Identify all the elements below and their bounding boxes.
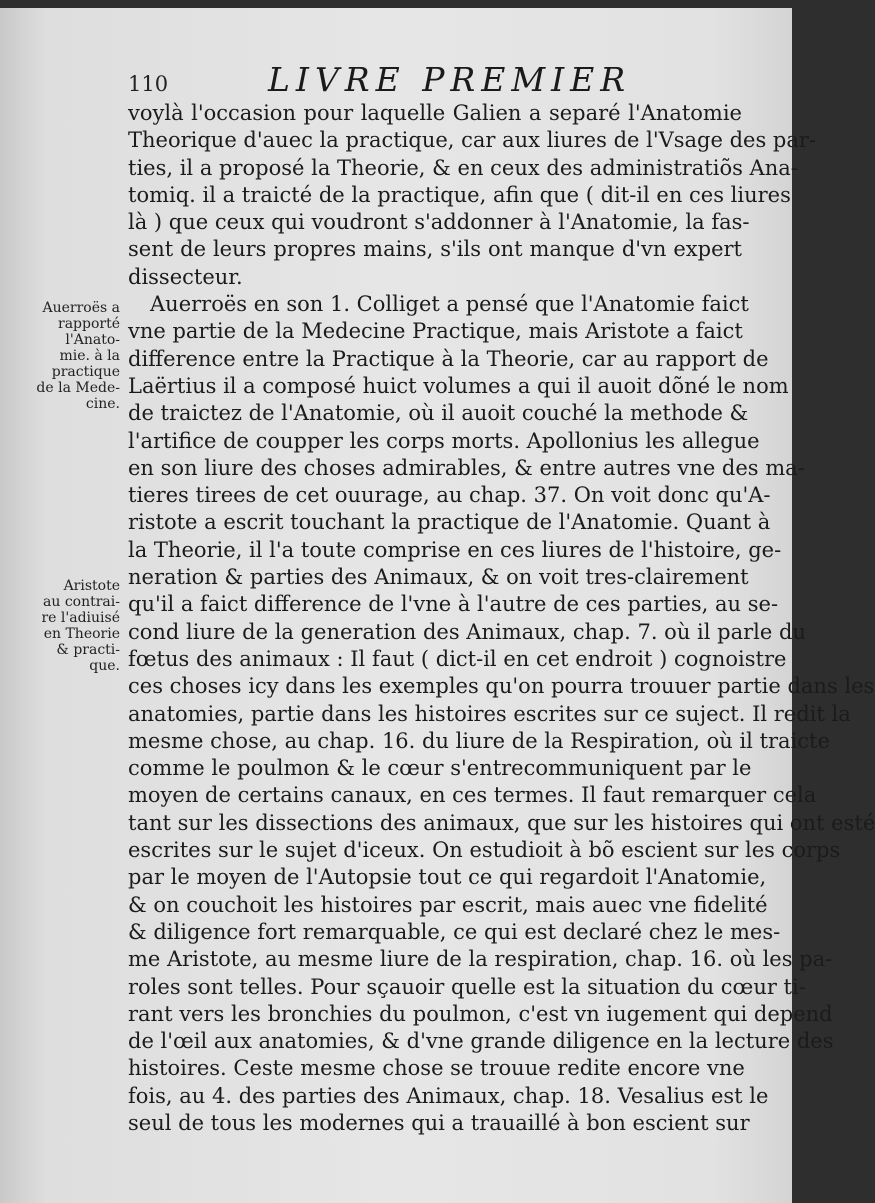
body-text <box>128 100 875 1137</box>
text-line: vne partie de la Medecine Practique, mais Aristote a faict <box>128 319 743 344</box>
text-line: Theorique d'auec la practique, car aux liures de l'Vsage des par- <box>128 128 817 153</box>
text-line: escrites sur le sujet d'iceux. On estudioit à bõ escient sur les corps <box>128 838 841 863</box>
text-line: sent de leurs propres mains, s'ils ont manque d'vn expert <box>128 237 742 262</box>
text-line: cond liure de la generation des Animaux, chap. 7. où il parle du <box>128 619 806 644</box>
margin-note-line: que. <box>89 658 120 674</box>
text-line: seul de tous les modernes qui a trauaillé à bon escient sur <box>128 1110 750 1135</box>
page-number: 110 <box>128 72 169 96</box>
text-line: l'artifice de coupper les corps morts. Apollonius les allegue <box>128 428 760 453</box>
margin-note-line: l'Anato- <box>65 332 120 348</box>
text-line: Laërtius il a composé huict volumes a qui il auoit dõné le nom <box>128 373 789 398</box>
text-line: de traictez de l'Anatomie, où il auoit couché la methode & <box>128 401 749 426</box>
text-line: me Aristote, au mesme liure de la respiration, chap. 16. où les pa- <box>128 947 833 972</box>
text-line: voylà l'occasion pour laquelle Galien a separé l'Anatomie <box>128 101 742 125</box>
margin-note-line: Auerroës a <box>42 300 120 316</box>
text-line: anatomies, partie dans les histoires escrites sur ce suject. Il redit la <box>128 701 851 726</box>
margin-note-line: re l'adiuisé <box>41 610 120 626</box>
text-line: ristote a escrit touchant la practique de l'Anatomie. Quant à <box>128 510 771 535</box>
book-page <box>0 8 875 1203</box>
margin-note-line: & practi- <box>56 642 120 658</box>
text-line: par le moyen de l'Autopsie tout ce qui regardoit l'Anatomie, <box>128 865 767 890</box>
text-line: fœtus des animaux : Il faut ( dict-il en cet endroit ) cognoistre <box>128 646 787 671</box>
text-line: fois, au 4. des parties des Animaux, chap. 18. Vesalius est le <box>128 1083 769 1108</box>
margin-note-line: practique <box>51 364 120 380</box>
margin-note-line: Aristote <box>63 578 120 594</box>
text-line: Auerroës en son 1. Colliget a pensé que l'Anatomie faict <box>150 292 749 317</box>
text-line: & on couchoit les histoires par escrit, mais auec vne fidelité <box>128 892 768 917</box>
text-line: mesme chose, au chap. 16. du liure de la Respiration, où il traicte <box>128 728 830 753</box>
text-line: ties, il a proposé la Theorie, & en ceux des administratiõs Ana- <box>128 155 798 180</box>
margin-note-averroes <box>6 300 120 412</box>
text-line: & diligence fort remarquable, ce qui est declaré chez le mes- <box>128 919 781 944</box>
margin-note-aristote <box>6 578 120 674</box>
margin-note-line: en Theorie <box>43 626 120 642</box>
margin-note-line: au contrai- <box>43 594 120 610</box>
text-line: difference entre la Practique à la Theorie, car au rapport de <box>128 346 769 371</box>
text-line: qu'il a faict difference de l'vne à l'autre de ces parties, au se- <box>128 592 779 617</box>
margin-note-line: de la Mede- <box>36 380 120 396</box>
text-line: moyen de certains canaux, en ces termes. Il faut remarquer cela <box>128 783 817 808</box>
margin-note-line: rapporté <box>58 316 120 332</box>
running-title: LIVRE PREMIER <box>268 60 632 99</box>
text-line: roles sont telles. Pour sçauoir quelle est la situation du cœur ti- <box>128 974 806 999</box>
text-line: ces choses icy dans les exemples qu'on pourra trouuer partie dans les <box>128 674 875 699</box>
text-line: en son liure des choses admirables, & entre autres vne des ma- <box>128 455 805 480</box>
text-line: rant vers les bronchies du poulmon, c'est vn iugement qui depend <box>128 1001 833 1026</box>
text-line: la Theorie, il l'a toute comprise en ces liures de l'histoire, ge- <box>128 537 782 562</box>
text-line: comme le poulmon & le cœur s'entrecommuniquent par le <box>128 756 752 781</box>
text-line: tomiq. il a traicté de la practique, afin que ( dit-il en ces liures <box>128 182 791 207</box>
text-line: tieres tirees de cet ouurage, au chap. 37. On voit donc qu'A- <box>128 483 771 508</box>
text-line: histoires. Ceste mesme chose se trouue redite encore vne <box>128 1056 745 1081</box>
text-line: neration & parties des Animaux, & on voit tres-clairement <box>128 565 749 590</box>
text-line: de l'œil aux anatomies, & d'vne grande diligence en la lecture des <box>128 1029 834 1054</box>
text-line: tant sur les dissections des animaux, que sur les histoires qui ont esté <box>128 810 875 835</box>
text-line: dissecteur. <box>128 264 243 289</box>
margin-note-line: cine. <box>85 396 120 412</box>
margin-note-line: mie. à la <box>59 348 120 364</box>
text-line: là ) que ceux qui voudront s'addonner à l'Anatomie, la fas- <box>128 210 750 235</box>
